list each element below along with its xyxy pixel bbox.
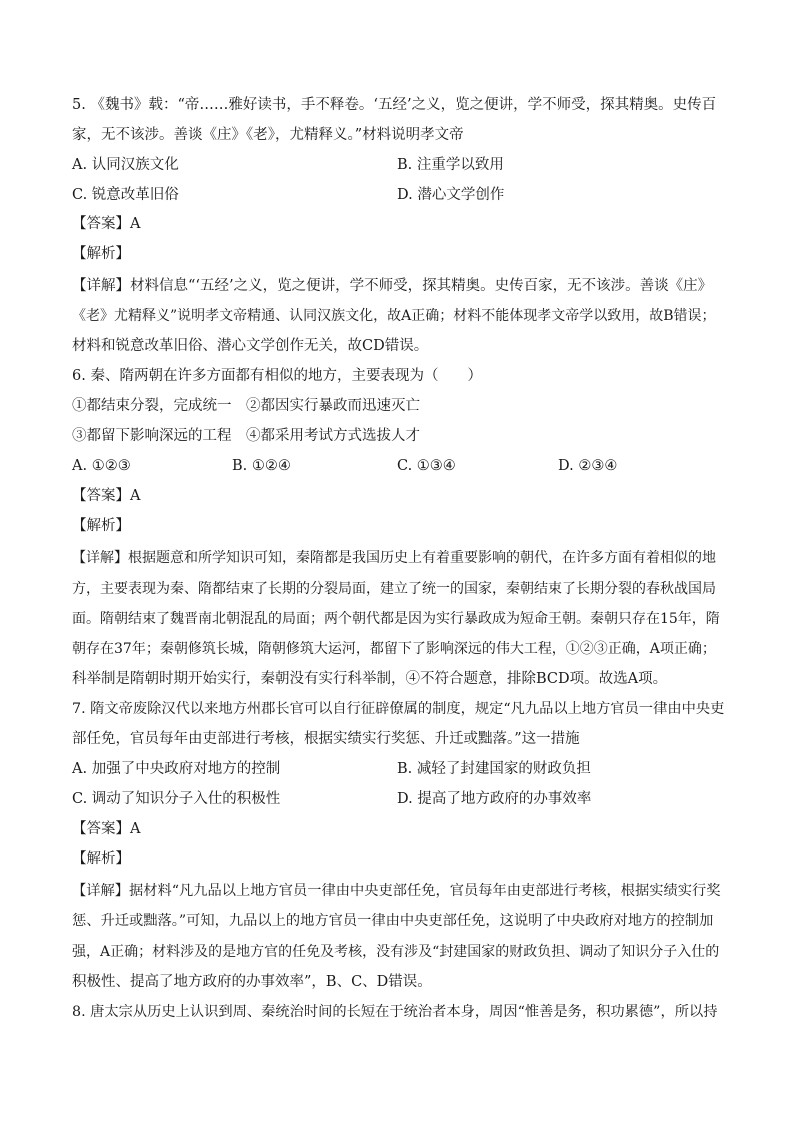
question-5-stem-line-1: 5. 《魏书》载：“帝……雅好读书，手不释卷。‘五经’之义，览之便讲，学不师受，探其精奥。史传百 — [72, 97, 717, 113]
question-5-detail-line-2: 《老》尤精释义”说明孝文帝精通、认同汉族文化，故A正确；材料不能体现孝文帝学以致用，故B错误； — [72, 308, 716, 324]
question-7-detail-line-2: 惩、升迁或黜落。”可知，九品以上的地方官员一律由中央吏部任免，这说明了中央政府对地方的控制加 — [72, 913, 714, 929]
question-5-option-d: D. 潜心文学创作 — [397, 187, 505, 203]
question-6-stem-line-1: 6. 秦、隋两朝在许多方面都有相似的地方，主要表现为（ ） — [72, 368, 482, 384]
question-7-option-d: D. 提高了地方政府的办事效率 — [397, 791, 592, 807]
question-7-stem-line-2: 部任免，官员每年由吏部进行考核，根据实绩实行奖惩、升迁或黜落。”这一措施 — [72, 731, 580, 747]
question-6-detail-line-5: 科举制是隋朝时期开始实行，秦朝没有实行科举制，④不符合题意，排除BCD项。故选A项。 — [72, 671, 668, 687]
question-6-option-c: C. ①③④ — [397, 458, 456, 474]
question-5-option-a: A. 认同汉族文化 — [72, 157, 179, 173]
question-5-answer: 【答案】A — [72, 216, 141, 232]
question-7-answer: 【答案】A — [72, 821, 141, 837]
question-8-stem-line-1: 8. 唐太宗从历史上认识到周、秦统治时间的长短在于统治者本身，周因“惟善是务，积功累德”，所以持 — [72, 1004, 718, 1020]
question-7-detail-line-3: 强，A正确；材料涉及的是地方官的任免及考核，没有涉及“封建国家的财政负担、调动了知识分子入仕的 — [72, 944, 720, 960]
question-5-option-c: C. 锐意改革旧俗 — [72, 187, 179, 203]
question-6-analysis-heading: 【解析】 — [72, 518, 130, 534]
question-7-option-b: B. 减轻了封建国家的财政负担 — [397, 761, 591, 777]
question-5-detail-line-1: 【详解】材料信息“‘五经’之义，览之便讲，学不师受，探其精奥。史传百家，无不该涉。善谈《庄》 — [72, 278, 713, 294]
question-5-option-b: B. 注重学以致用 — [397, 157, 504, 173]
question-6-stem-line-3: ③都留下影响深远的工程 ④都采用考试方式选拔人才 — [72, 428, 420, 444]
question-5-detail-line-3: 材料和锐意改革旧俗、潜心文学创作无关，故CD错误。 — [72, 338, 429, 354]
question-6-answer: 【答案】A — [72, 488, 141, 504]
question-6-detail-line-3: 面。隋朝结束了魏晋南北朝混乱的局面；两个朝代都是因为实行暴政成为短命王朝。秦朝只存在15年，隋 — [72, 611, 720, 627]
question-7-stem-line-1: 7. 隋文帝废除汉代以来地方州郡长官可以自行征辟僚属的制度，规定“凡九品以上地方官员一律由中央吏 — [72, 701, 725, 717]
question-6-option-b: B. ①②④ — [232, 458, 291, 474]
question-6-detail-line-1: 【详解】根据题意和所学知识可知，秦隋都是我国历史上有着重要影响的朝代，在许多方面有着相似的地 — [72, 550, 716, 566]
question-5-stem-line-2: 家，无不该涉。善谈《庄》《老》，尤精释义。”材料说明孝文帝 — [72, 127, 464, 143]
question-6-detail-line-4: 朝存在37年；秦朝修筑长城，隋朝修筑大运河，都留下了影响深远的伟大工程，①②③正确，A项正确； — [72, 641, 716, 657]
question-7-option-c: C. 调动了知识分子入仕的积极性 — [72, 791, 281, 807]
question-7-detail-line-1: 【详解】据材料“凡九品以上地方官员一律由中央吏部任免，官员每年由吏部进行考核，根据实绩实行奖 — [72, 883, 721, 899]
question-7-analysis-heading: 【解析】 — [72, 851, 130, 867]
question-6-detail-line-2: 方，主要表现为秦、隋都结束了长期的分裂局面，建立了统一的国家，秦朝结束了长期分裂的春秋战国局 — [72, 581, 716, 597]
question-7-option-a: A. 加强了中央政府对地方的控制 — [72, 761, 281, 777]
question-7-detail-line-4: 积极性、提高了地方政府的办事效率”，B、C、D错误。 — [72, 974, 432, 990]
question-6-stem-line-2: ①都结束分裂，完成统一 ②都因实行暴政而迅速灭亡 — [72, 398, 420, 414]
question-6-option-d: D. ②③④ — [558, 458, 618, 474]
question-6-option-a: A. ①②③ — [72, 458, 131, 474]
question-5-analysis-heading: 【解析】 — [72, 246, 130, 262]
